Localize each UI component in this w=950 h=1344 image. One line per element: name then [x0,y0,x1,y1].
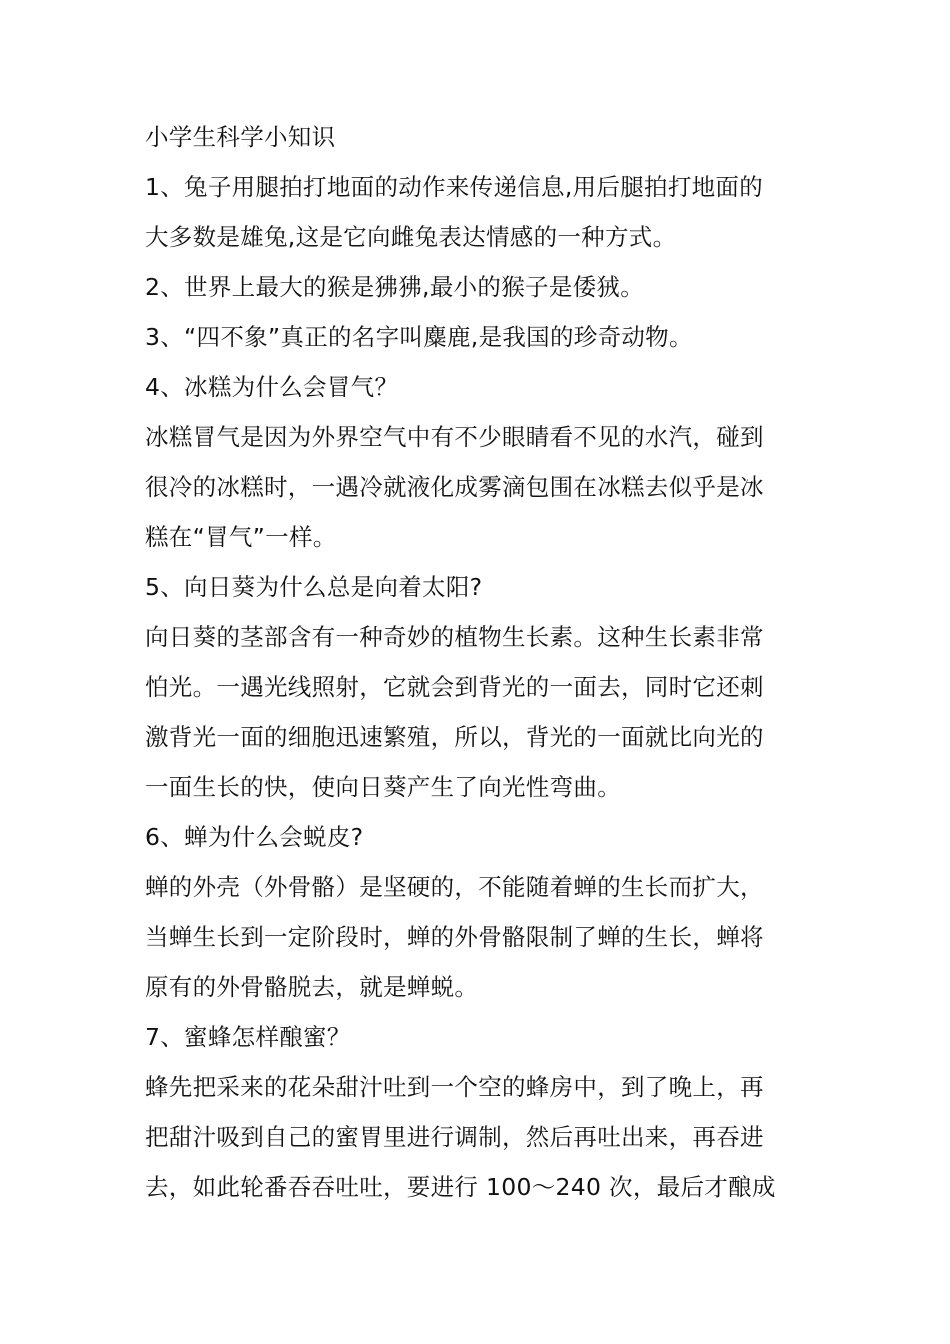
text-line: 怕光。一遇光线照射，它就会到背光的一面去，同时它还刺 [145,673,764,701]
section-heading: 4、冰糕为什么会冒气？ [145,373,399,401]
text-line: 把甜汁吸到自己的蜜胃里进行调制，然后再吐出来，再吞进 [145,1123,764,1151]
section-heading: 7、蜜蜂怎样酿蜜？ [145,1023,351,1051]
text-line: 蝉的外壳（外骨骼）是坚硬的，不能随着蝉的生长而扩大， [145,873,764,901]
text-line: 一面生长的快，使向日葵产生了向光性弯曲。 [145,773,621,801]
section-heading: 6、蝉为什么会蜕皮? [145,823,364,851]
text-line: 当蝉生长到一定阶段时，蝉的外骨骼限制了蝉的生长，蝉将 [145,923,764,951]
text-line: 冰糕冒气是因为外界空气中有不少眼睛看不见的水汽，碰到 [145,423,764,451]
text-line: 去，如此轮番吞吞吐吐，要进行 100～240 次，最后才酿成 [145,1173,776,1201]
text-line: 向日葵的茎部含有一种奇妙的植物生长素。这种生长素非常 [145,623,764,651]
text-line: 原有的外骨骼脱去，就是蝉蜕。 [145,973,479,1001]
text-line: 3、“四不象”真正的名字叫麋鹿,是我国的珍奇动物。 [145,323,693,351]
document-body [145,112,815,1212]
text-line: 糕在“冒气”一样。 [145,523,337,551]
document-title: 小学生科学小知识 [145,123,336,151]
text-line: 激背光一面的细胞迅速繁殖，所以，背光的一面就比向光的 [145,723,764,751]
text-line: 大多数是雄兔,这是它向雌兔表达情感的一种方式。 [145,223,677,251]
text-line: 1、兔子用腿拍打地面的动作来传递信息,用后腿拍打地面的 [145,173,764,201]
text-line: 很冷的冰糕时，一遇冷就液化成雾滴包围在冰糕去似乎是冰 [145,473,764,501]
section-heading: 5、向日葵为什么总是向着太阳? [145,573,483,601]
text-line: 2、世界上最大的猴是狒狒,最小的猴子是倭狨。 [145,273,645,301]
text-line: 蜂先把采来的花朵甜汁吐到一个空的蜂房中，到了晚上，再 [145,1073,764,1101]
